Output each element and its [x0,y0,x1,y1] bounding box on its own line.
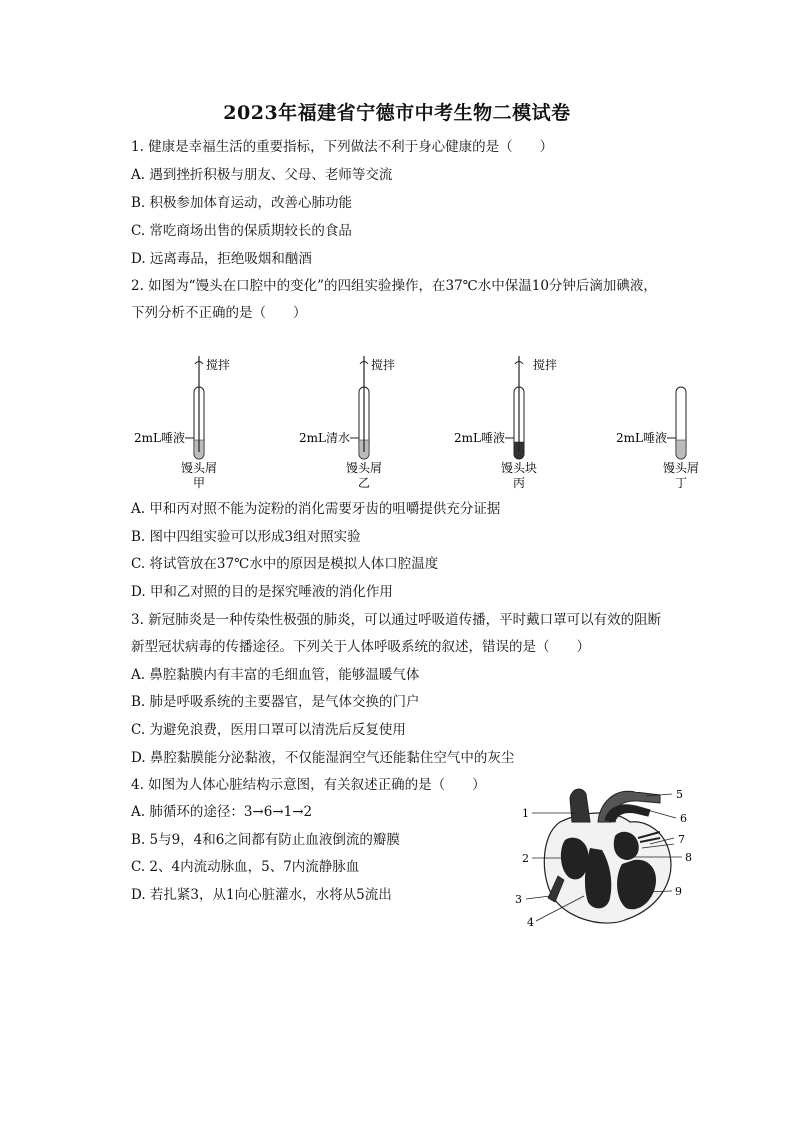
stir-label: 搅拌 [533,358,558,372]
question-2-stem-line1: 2. 如图为“馒头在口腔中的变化”的四组实验操作，在37℃水中保温10分钟后滴加碘液， [131,278,657,294]
heart-diagram [510,780,700,930]
heart-label: 7 [678,833,685,846]
superior-vena-cava [570,789,590,822]
question-1-option-a: A. 遇到挫折积极与朋友、父母、老师等交流 [131,167,393,183]
question-1-option-b: B. 积极参加体育运动，改善心肺功能 [131,195,353,211]
question-1-stem: 1. 健康是幸福生活的重要指标，下列做法不利于身心健康的是（ ） [131,139,554,155]
content-label: 馒头屑 [180,461,218,475]
question-1-option-d: D. 远离毒品，拒绝吸烟和酗酒 [131,251,312,267]
content-label: 馒头屑 [662,461,700,475]
liquid-label: 2mL唾液 [616,431,667,445]
question-4-option-d: D. 若扎紧3，从1向心脏灌水，水将从5流出 [131,887,392,903]
content-label: 馒头屑 [345,461,383,475]
tube-name-label: 丁 [674,476,688,490]
question-3-option-c: C. 为避免浪费，医用口罩可以清洗后反复使用 [131,722,406,738]
heart-label: 8 [685,851,692,864]
tube-name-label: 甲 [192,476,206,490]
stir-label: 搅拌 [206,358,231,372]
heart-label: 5 [676,788,683,801]
test-tube-ding [616,387,699,490]
test-tube-jia [134,356,230,490]
question-2-option-b: B. 图中四组实验可以形成3组对照实验 [131,529,361,545]
question-2-option-a: A. 甲和丙对照不能为淀粉的消化需要牙齿的咀嚼提供充分证据 [131,501,501,517]
question-4-option-b: B. 5与9，4和6之间都有防止血液倒流的瓣膜 [131,832,400,848]
question-3-option-d: D. 鼻腔黏膜能分泌黏液，不仅能湿润空气还能黏住空气中的灰尘 [131,750,515,766]
test-tube-figure [125,352,715,492]
question-3-option-a: A. 鼻腔黏膜内有丰富的毛细血管，能够温暖气体 [131,667,420,683]
liquid-label: 2mL清水 [299,431,350,445]
question-2-option-d: D. 甲和乙对照的目的是探究唾液的消化作用 [131,584,393,600]
heart-label: 1 [522,807,529,820]
heart-label: 3 [515,893,522,906]
question-2-stem-line2: 下列分析不正确的是（ ） [131,305,307,321]
liquid-label: 2mL唾液 [134,431,185,445]
test-tube-bing [454,356,557,490]
question-3-option-b: B. 肺是呼吸系统的主要器官，是气体交换的门户 [131,694,420,710]
question-1-option-c: C. 常吃商场出售的保质期较长的食品 [131,223,352,239]
tube-name-label: 乙 [357,476,371,490]
page-title: 2023年福建省宁德市中考生物二模试卷 [223,102,571,124]
question-4-option-c: C. 2、4内流动脉血，5、7内流静脉血 [131,859,360,875]
tube-name-label: 丙 [512,476,526,490]
stir-label: 搅拌 [371,358,396,372]
content-label: 馒头块 [500,461,538,475]
heart-label: 9 [675,885,682,898]
heart-label: 2 [522,852,529,865]
question-2-option-c: C. 将试管放在37℃水中的原因是模拟人体口腔温度 [131,556,439,572]
question-4-option-a: A. 肺循环的途径：3→6→1→2 [131,804,313,820]
question-3-stem-line2: 新型冠状病毒的传播途径。下列关于人体呼吸系统的叙述，错误的是（ ） [131,639,590,655]
heart-label: 4 [527,916,534,929]
heart-label: 6 [680,812,687,825]
question-4-stem: 4. 如图为人体心脏结构示意图，有关叙述正确的是（ ） [131,777,486,793]
question-3-stem-line1: 3. 新冠肺炎是一种传染性极强的肺炎，可以通过呼吸道传播，平时戴口罩可以有效的阻断 [131,612,662,628]
liquid-label: 2mL唾液 [454,431,505,445]
test-tube-yi [299,356,395,490]
